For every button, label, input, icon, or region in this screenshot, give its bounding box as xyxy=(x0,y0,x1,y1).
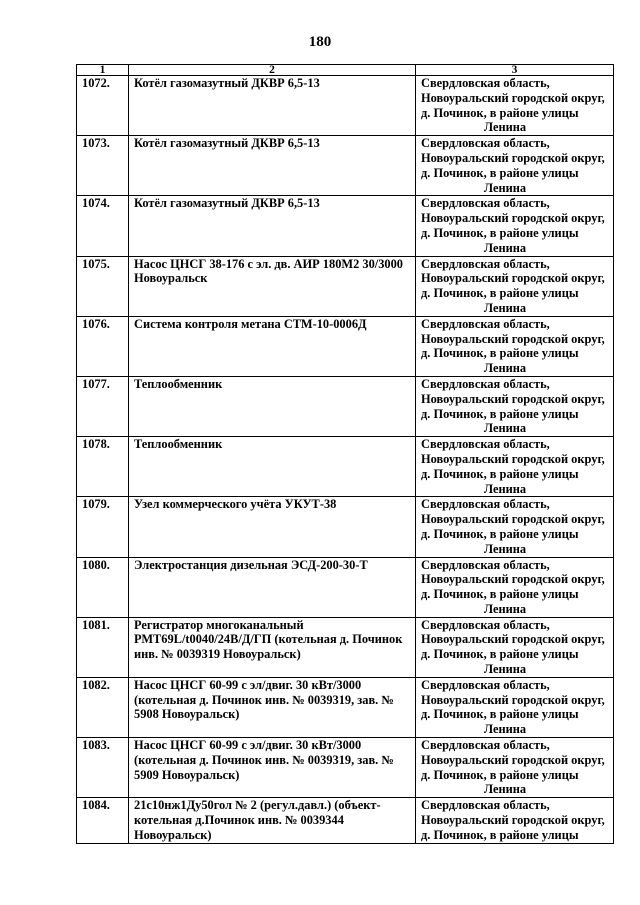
table-row xyxy=(77,557,614,617)
location-line: Ленина xyxy=(483,782,527,797)
item-name-cell: Электростанция дизельная ЭСД-200-30-Т xyxy=(129,557,416,617)
row-number-cell: 1076. xyxy=(77,316,129,376)
location-cell xyxy=(416,617,614,677)
location-line: Новоуральский городской округ, xyxy=(421,150,605,165)
location-line: Новоуральский городской округ, xyxy=(421,752,605,767)
table-header-row xyxy=(77,65,614,76)
row-number-cell: 1082. xyxy=(77,677,129,737)
row-number-cell: 1077. xyxy=(77,376,129,436)
item-name-cell: Насос ЦНСГ 60-99 с эл/двиг. 30 кВт/3000 (котельная д. Починок инв. № 0039319, зав. № 5908 Новоуральск) xyxy=(129,677,416,737)
location-line: Новоуральский городской округ, xyxy=(421,271,605,286)
location-cell xyxy=(416,798,614,844)
row-number-cell: 1075. xyxy=(77,256,129,316)
item-name-cell: Теплообменник xyxy=(129,437,416,497)
location-line: Свердловская область, xyxy=(421,316,550,331)
location-line: Свердловская область, xyxy=(421,617,550,632)
row-number-cell: 1081. xyxy=(77,617,129,677)
location-line: Ленина xyxy=(483,361,527,376)
location-line: Свердловская область, xyxy=(421,76,550,90)
row-number-cell: 1083. xyxy=(77,738,129,798)
location-line: Новоуральский городской округ, xyxy=(421,211,605,226)
location-line: Новоуральский городской округ, xyxy=(421,90,605,105)
registry-table xyxy=(76,64,614,844)
column-header-1: 1 xyxy=(77,65,129,76)
table-row xyxy=(77,316,614,376)
item-name-cell: Котёл газомазутный ДКВР 6,5-13 xyxy=(129,76,416,136)
location-cell xyxy=(416,677,614,737)
table-row xyxy=(77,76,614,136)
location-line: Новоуральский городской округ, xyxy=(421,632,605,647)
location-line: Свердловская область, xyxy=(421,497,550,512)
location-line: Свердловская область, xyxy=(421,376,550,391)
location-line: д. Починок, в районе улицы xyxy=(421,466,579,481)
location-line: Ленина xyxy=(483,421,527,436)
location-line: Свердловская область, xyxy=(421,437,550,452)
location-cell xyxy=(416,738,614,798)
location-line: д. Починок, в районе улицы xyxy=(421,225,579,240)
location-line: Ленина xyxy=(483,662,527,677)
location-line: д. Починок, в районе улицы xyxy=(421,165,579,180)
row-number-cell: 1072. xyxy=(77,76,129,136)
table-row xyxy=(77,677,614,737)
location-cell xyxy=(416,497,614,557)
location-cell xyxy=(416,557,614,617)
location-line: Ленина xyxy=(483,240,527,255)
item-name-cell: 21с10нж1Ду50гол № 2 (регул.давл.) (объект-котельная д.Починок инв. № 0039344 Новоуральск) xyxy=(129,798,416,844)
row-number-cell: 1079. xyxy=(77,497,129,557)
location-cell xyxy=(416,136,614,196)
location-line: Ленина xyxy=(483,722,527,737)
item-name-cell: Насос ЦНСГ 60-99 с эл/двиг. 30 кВт/3000 (котельная д. Починок инв. № 0039319, зав. № 5909 Новоуральск) xyxy=(129,738,416,798)
table-row xyxy=(77,798,614,844)
location-line: Новоуральский городской округ, xyxy=(421,512,605,527)
location-cell xyxy=(416,376,614,436)
location-line: Свердловская область, xyxy=(421,738,550,753)
location-line: Ленина xyxy=(483,541,527,556)
item-name-cell: Регистратор многоканальный РМТ69L/t0040/24В/Д/ГП (котельная д. Починок инв. № 0039319 Новоуральск) xyxy=(129,617,416,677)
location-line: Свердловская область, xyxy=(421,677,550,692)
table-row xyxy=(77,136,614,196)
location-line: Свердловская область, xyxy=(421,798,550,813)
location-line: Свердловская область, xyxy=(421,196,550,211)
location-line: Ленина xyxy=(483,601,527,616)
location-line: д. Починок, в районе улицы xyxy=(421,406,579,421)
column-header-3: 3 xyxy=(416,65,614,76)
location-line: д. Починок, в районе улицы xyxy=(421,346,579,361)
location-line: Новоуральский городской округ, xyxy=(421,692,605,707)
location-line: Ленина xyxy=(483,180,527,195)
location-line: Новоуральский городской округ, xyxy=(421,451,605,466)
location-cell xyxy=(416,256,614,316)
location-line: д. Починок, в районе улицы xyxy=(421,105,579,120)
item-name-cell: Котёл газомазутный ДКВР 6,5-13 xyxy=(129,136,416,196)
page-number: 180 xyxy=(308,34,332,50)
table-row xyxy=(77,437,614,497)
table-row xyxy=(77,738,614,798)
location-line: Новоуральский городской округ, xyxy=(421,572,605,587)
location-line: Ленина xyxy=(483,481,527,496)
location-cell xyxy=(416,316,614,376)
column-header-2: 2 xyxy=(129,65,416,76)
location-line: д. Починок, в районе улицы xyxy=(421,286,579,301)
location-line: Свердловская область, xyxy=(421,136,550,151)
item-name-cell: Насос ЦНСГ 38-176 с эл. дв. АИР 180М2 30/3000 Новоуральск xyxy=(129,256,416,316)
location-cell xyxy=(416,437,614,497)
location-line: д. Починок, в районе улицы xyxy=(421,827,579,842)
row-number-cell: 1084. xyxy=(77,798,129,844)
item-name-cell: Узел коммерческого учёта УКУТ-38 xyxy=(129,497,416,557)
location-line: Ленина xyxy=(483,300,527,315)
location-line: д. Починок, в районе улицы xyxy=(421,707,579,722)
location-line: Свердловская область, xyxy=(421,256,550,271)
row-number-cell: 1080. xyxy=(77,557,129,617)
table-row xyxy=(77,617,614,677)
table-row xyxy=(77,196,614,256)
row-number-cell: 1078. xyxy=(77,437,129,497)
table-row xyxy=(77,497,614,557)
location-line: д. Починок, в районе улицы xyxy=(421,767,579,782)
location-line: Новоуральский городской округ, xyxy=(421,331,605,346)
row-number-cell: 1073. xyxy=(77,136,129,196)
table-row xyxy=(77,256,614,316)
location-line: Новоуральский городской округ, xyxy=(421,813,605,828)
location-cell xyxy=(416,76,614,136)
location-line: д. Починок, в районе улицы xyxy=(421,526,579,541)
item-name-cell: Котёл газомазутный ДКВР 6,5-13 xyxy=(129,196,416,256)
table-row xyxy=(77,376,614,436)
location-line: Свердловская область, xyxy=(421,557,550,572)
location-line: Новоуральский городской округ, xyxy=(421,391,605,406)
location-line: Ленина xyxy=(483,120,527,135)
location-line: д. Починок, в районе улицы xyxy=(421,647,579,662)
location-line: д. Починок, в районе улицы xyxy=(421,587,579,602)
item-name-cell: Теплообменник xyxy=(129,376,416,436)
row-number-cell: 1074. xyxy=(77,196,129,256)
location-cell xyxy=(416,196,614,256)
item-name-cell: Система контроля метана СТМ-10-0006Д xyxy=(129,316,416,376)
